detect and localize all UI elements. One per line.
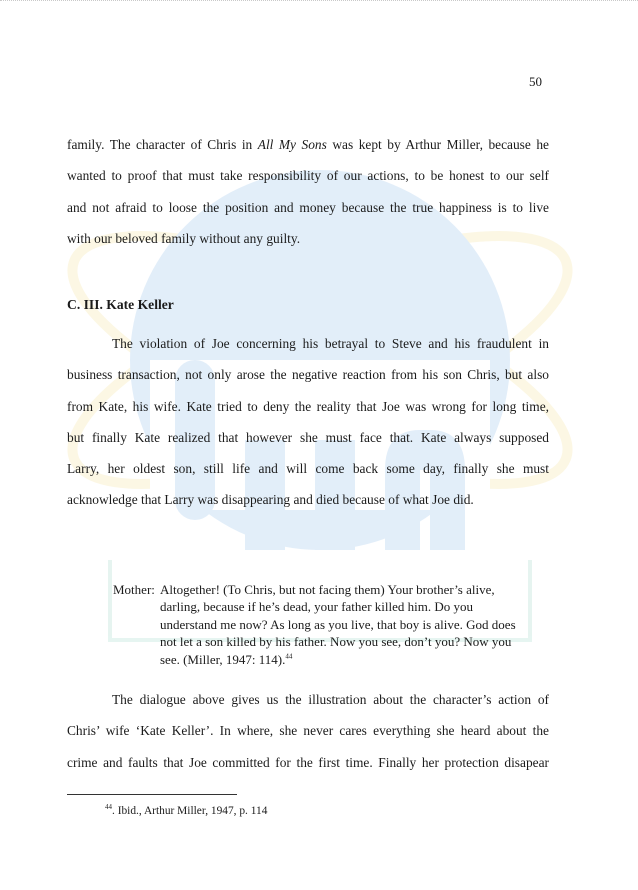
text-line: family. The character of Chris in All My Sons was kept by Arthur Miller, because he	[67, 137, 549, 152]
quote-line: darling, because if he’s dead, your father killed him. Do you	[160, 599, 473, 615]
text-line: Chris’ wife ‘Kate Keller’. In where, she never cares everything she heard about the	[67, 723, 549, 739]
quote-line: Altogether! (To Chris, but not facing them) Your brother’s alive,	[160, 582, 495, 597]
page-number: 50	[529, 74, 542, 89]
paragraph-kate-keller	[67, 328, 549, 516]
quote-line: not let a son killed by his father. Now you see, don’t you? Now you	[160, 634, 512, 650]
text-line: crime and faults that Joe committed for the first time. Finally her protection disapear	[67, 754, 549, 770]
text-line: wanted to proof that must take responsibility of our actions, to be honest to our self	[67, 168, 549, 184]
top-border-rule	[0, 0, 638, 5]
text-line: acknowledge that Larry was disappearing and died because of what Joe did.	[67, 492, 474, 508]
paragraph-dialogue-analysis	[67, 684, 549, 778]
text-line: and not afraid to loose the position and money because the true happiness is to live	[67, 199, 549, 215]
footnote-separator	[67, 794, 237, 795]
footnote-reference[interactable]: 44	[285, 652, 293, 661]
text-line: The dialogue above gives us the illustration about the character’s action of	[112, 692, 549, 707]
text-line: from Kate, his wife. Kate tried to deny the reality that Joe was wrong for long time,	[67, 398, 549, 414]
block-quote	[113, 581, 553, 668]
text-line: The violation of Joe concerning his betrayal to Steve and his fraudulent in	[112, 336, 549, 351]
quote-speaker: Mother:	[113, 582, 155, 597]
section-heading: C. III. Kate Keller	[67, 297, 174, 312]
quote-line-last: see. (Miller, 1947: 114).$^{44}$	[160, 651, 293, 667]
text-line: but finally Kate realized that however she must face that. Kate always supposed	[67, 429, 549, 445]
footnote-marker: 44	[105, 803, 112, 812]
footnote	[105, 805, 267, 817]
text-line: with our beloved family without any guilty.	[67, 230, 301, 246]
text-line: Larry, her oldest son, still life and will come back some day, finally she must	[67, 461, 549, 477]
quote-body	[160, 581, 553, 668]
book-title: All My Sons	[257, 137, 327, 152]
paragraph-chris-summary	[67, 129, 549, 254]
text-line: business transaction, not only arose the negative reaction from his son Chris, but also	[67, 367, 549, 383]
quote-line: understand me now? As long as you live, that boy is alive. God does	[160, 616, 516, 632]
footnote-text: . Ibid., Arthur Miller, 1947, p. 114	[112, 805, 268, 817]
